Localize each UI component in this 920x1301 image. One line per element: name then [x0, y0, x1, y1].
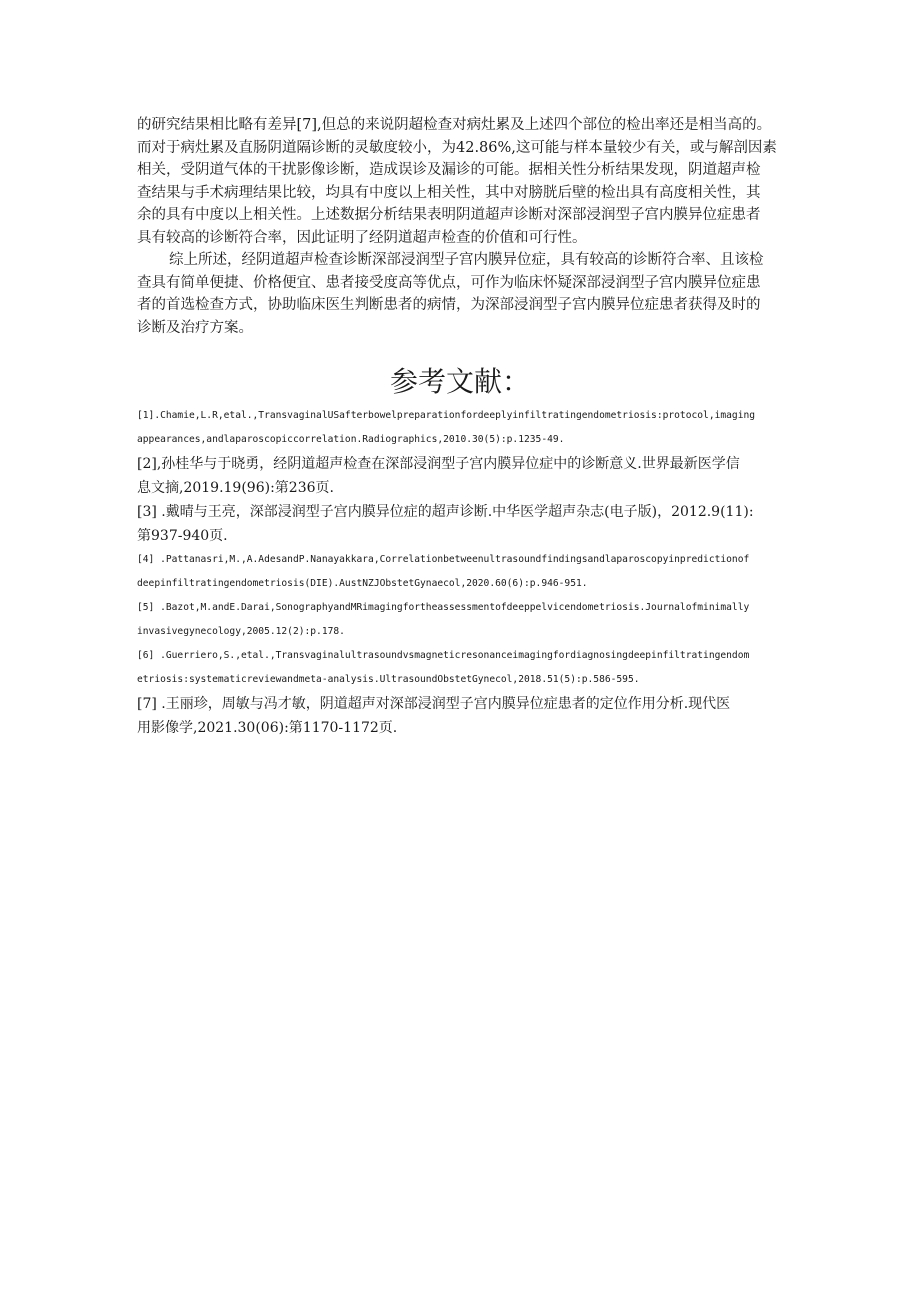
- reference-item-7: [137, 692, 817, 740]
- reference-item-3: [137, 500, 817, 548]
- text-line: 查具有简单便捷、价格便宜、患者接受度高等优点，可作为临床怀疑深部浸润型子宫内膜异位症患: [137, 274, 761, 291]
- paragraph-discussion: [137, 114, 817, 249]
- reference-item-1: [137, 404, 817, 452]
- reference-line: appearances,andlaparoscopiccorrelation.Radiographics,2010.30(5):p.1235-49.: [137, 434, 565, 445]
- reference-line: [3] .戴晴与王亮，深部浸润型子宫内膜异位症的超声诊断.中华医学超声杂志(电子版)，2012.9(11):: [137, 504, 754, 520]
- reference-line: [2],孙桂华与于晓勇，经阴道超声检查在深部浸润型子宫内膜异位症中的诊断意义.世界最新医学信: [137, 456, 740, 472]
- reference-item-4: [137, 548, 817, 596]
- text-line: 而对于病灶累及直肠阴道隔诊断的灵敏度较小，为42.86%,这可能与样本量较少有关，或与解剖因素: [137, 139, 777, 156]
- reference-line: [4] .Pattanasri,M.,A.AdesandP.Nanayakkara,Correlationbetweenultrasoundfindingsandlaparoscopyinpredictionof: [137, 554, 750, 565]
- reference-line: 用影像学,2021.30(06):第1170-1172页.: [137, 720, 398, 736]
- reference-item-6: [137, 644, 817, 692]
- text-line: 余的具有中度以上相关性。上述数据分析结果表明阴道超声诊断对深部浸润型子宫内膜异位症患者: [137, 207, 761, 223]
- reference-line: [7] .王丽珍，周敏与冯才敏，阴道超声对深部浸润型子宫内膜异位症患者的定位作用分析.现代医: [137, 696, 731, 712]
- reference-line: 息文摘,2019.19(96):第236页.: [137, 480, 334, 496]
- text-line: 综上所述，经阴道超声检查诊断深部浸润型子宫内膜异位症，具有较高的诊断符合率、且该检: [169, 252, 764, 268]
- reference-line: etriosis:systematicreviewandmeta-analysis.UltrasoundObstetGynecol,2018.51(5):p.586-595.: [137, 674, 640, 685]
- paragraph-conclusion: [137, 249, 817, 339]
- reference-line: 第937-940页.: [137, 528, 228, 544]
- text-line: 的研究结果相比略有差异[7],但总的来说阴超检查对病灶累及上述四个部位的检出率还是相当高的。: [137, 117, 772, 133]
- text-line: 查结果与手术病理结果比较，均具有中度以上相关性，其中对膀胱后壁的检出具有高度相关性，其: [137, 184, 761, 201]
- text-line: 者的首选检查方式，协助临床医生判断患者的病情，为深部浸润型子宫内膜异位症患者获得及时的: [137, 297, 761, 313]
- reference-list: [137, 404, 817, 740]
- reference-line: [5] .Bazot,M.andE.Darai,SonographyandMRimagingfortheassessmentofdeeppelvicendometriosis.Journalofminimally: [137, 602, 750, 613]
- reference-item-5: [137, 596, 817, 644]
- reference-item-2: [137, 452, 817, 500]
- body-text: [137, 114, 817, 339]
- reference-line: deepinfiltratingendometriosis(DIE).AustNZJObstetGynaecol,2020.60(6):p.946-951.: [137, 578, 588, 589]
- text-line: 诊断及治疗方案。: [137, 319, 253, 336]
- reference-line: [6] .Guerriero,S.,etal.,Transvaginalultrasoundvsmagneticresonanceimagingfordiagnosingdeepinfiltratingendom: [137, 650, 750, 661]
- reference-line: invasivegynecology,2005.12(2):p.178.: [137, 626, 345, 637]
- text-line: 相关，受阴道气体的干扰影像诊断，造成误诊及漏诊的可能。据相关性分析结果发现，阴道超声检: [137, 162, 761, 178]
- text-line: 具有较高的诊断符合率，因此证明了经阴道超声检查的价值和可行性。: [137, 229, 587, 246]
- reference-line: [1].Chamie,L.R,etal.,TransvaginalUSafterbowelpreparationfordeeplyinfiltratingendometriosis:protocol,imaging: [137, 410, 756, 421]
- references-title: 参考文献：: [389, 365, 530, 398]
